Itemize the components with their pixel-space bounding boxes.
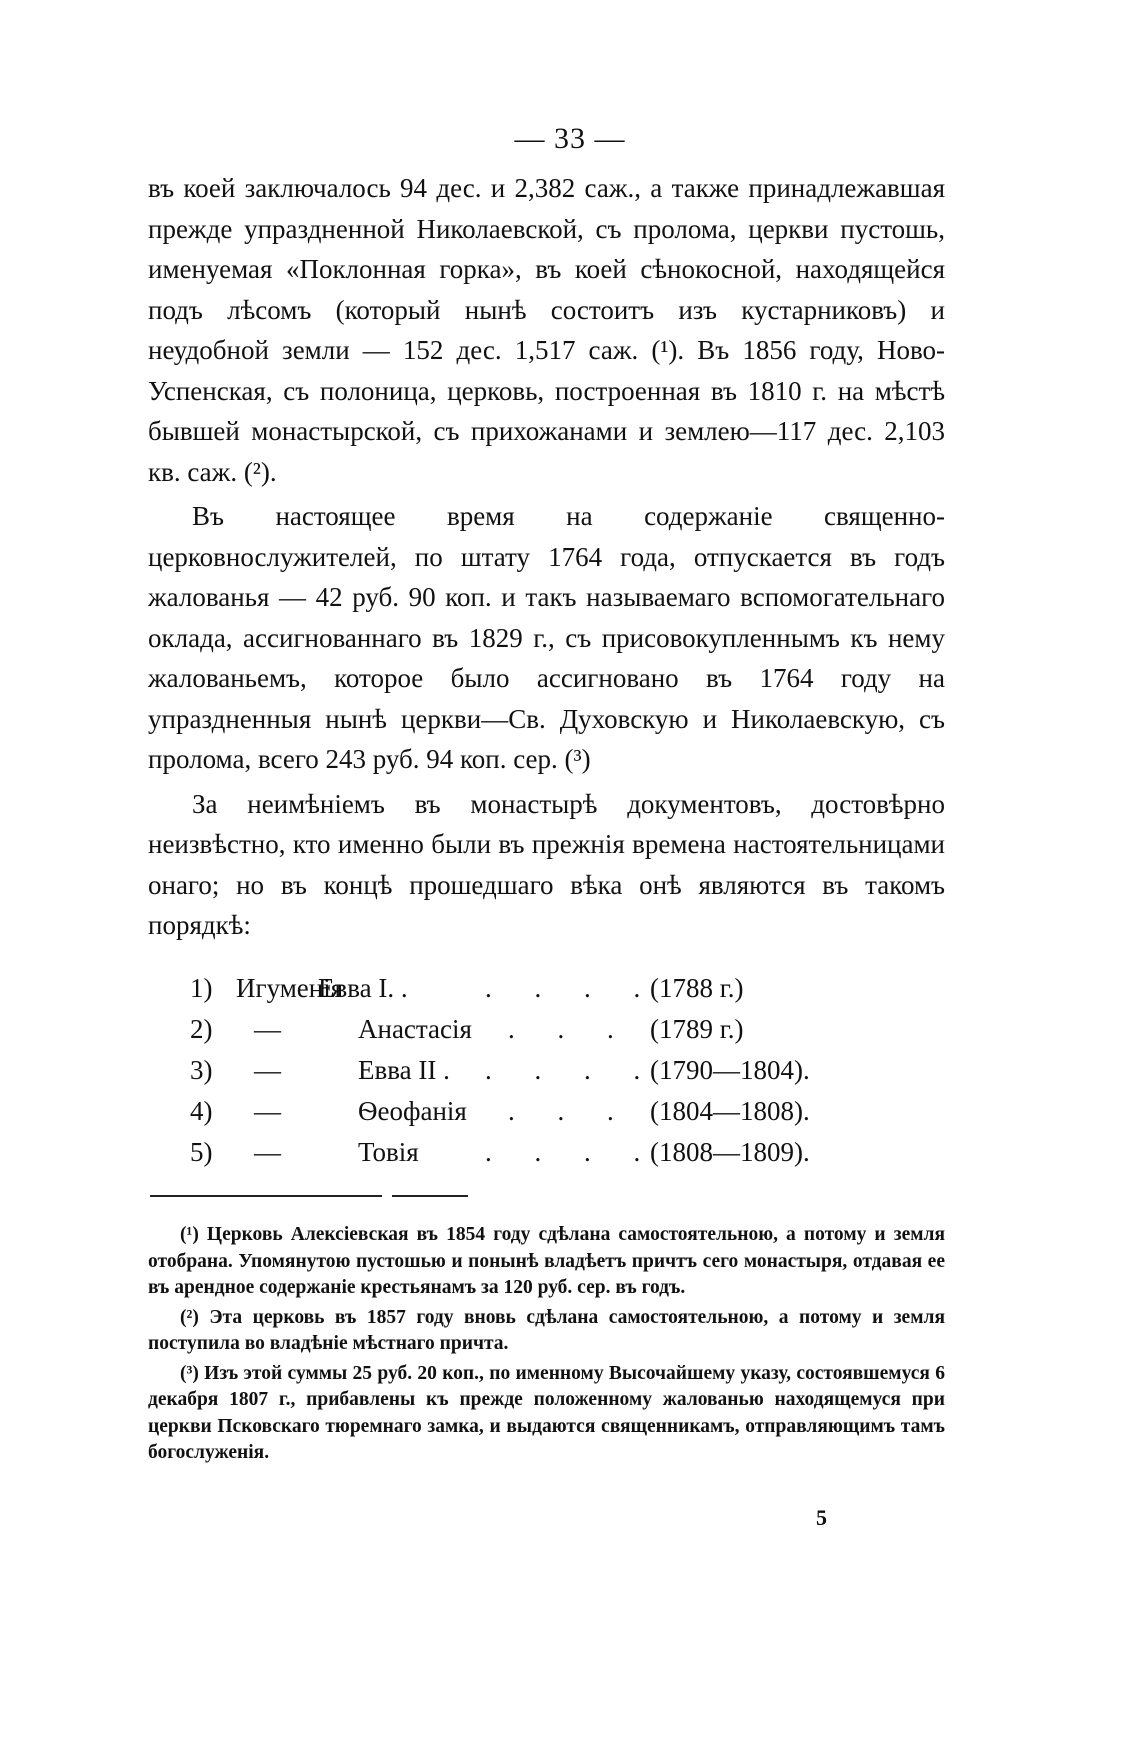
paragraph-1: въ коей заключалось 94 дес. и 2,382 саж., а также принадлежавшая прежде упраздненной Николаевской, съ пролома, церкви пустошь, именуемая «Поклонная горка», въ коей сѣнокосной, находящейся подъ лѣсомъ (который нынѣ состоитъ изъ кустарниковъ) и неудобной земли — 152 дес. 1,517 саж. (¹). Въ 1856 году, Ново-Успенская, съ полоница, церковь, построенная въ 1810 г. на мѣстѣ бывшей монастырской, съ прихожанами и землею—117 дес. 2,103 кв. саж. (²). [148,173,945,487]
list-item [190,1091,870,1132]
footnote-1: (¹) Церковь Алексіевская въ 1854 году сдѣлана самостоятельною, а потому и земля отобрана. Упомянутою пустошью и понынѣ владѣетъ причтъ сего монастыря, отдавая ее въ арендное содержаніе крестьянамъ за 120 руб. сер. въ годъ. [148,1224,945,1298]
list-item [190,1132,870,1173]
body-text [148,168,945,946]
list-item-name: Товія [358,1137,419,1167]
list-item-number: 4) [190,1096,213,1126]
list-item-number: 2) [190,1014,213,1044]
footnote-2: (²) Эта церковь въ 1857 году вновь сдѣлана самостоятельною, а потому и земля поступила во владѣніе мѣстнаго причта. [148,1306,945,1354]
abbess-list [190,968,870,1173]
list-item-leader: . . . . [485,1055,659,1085]
footnote-separator-short [392,1195,468,1197]
list-item [190,968,870,1009]
list-item-name: Ѳеофанія [358,1096,467,1126]
list-item-years: (1804—1808). [650,1096,810,1126]
list-item-title: Игуменія [236,973,344,1003]
list-item-years: (1789 г.) [650,1014,744,1044]
list-item-years: (1808—1809). [650,1137,810,1167]
paragraph-3: За неимѣніемъ въ монастырѣ документовъ, достовѣрно неизвѣстно, кто именно были въ прежнія времена настоятельницами онаго; но въ концѣ прошедшаго вѣка онѣ являются въ такомъ порядкѣ: [148,788,945,940]
footnote-separator [150,1195,382,1197]
list-item-number: 1) [190,973,213,1003]
list-item-leader: . . . [508,1014,632,1044]
list-item-dash: — [254,1014,281,1044]
list-item [190,1009,870,1050]
list-item-name: Евва II . [358,1055,450,1085]
paragraph-2: Въ настоящее время на содержаніе священно-церковнослужителей, по штату 1764 года, отпускается въ годъ жалованья — 42 руб. 90 коп. и такъ называемаго вспомогательнаго оклада, ассигнованнаго въ 1829 г., съ присовокупленнымъ къ нему жалованьемъ, которое было ассигновано въ 1764 году на упраздненныя нынѣ церкви—Св. Духовскую и Николаевскую, съ пролома, всего 243 руб. 94 коп. сер. (³) [148,501,945,774]
list-item-years: (1788 г.) [650,973,744,1003]
page-number: — 33 — [514,122,626,155]
footnote-3: (³) Изъ этой суммы 25 руб. 20 коп., по именному Высочайшему указу, состоявшемуся 6 декабря 1807 г., прибавлены къ прежде положенному жалованью находящемуся при церкви Псковскаго тюремнаго замка, и выдаются священникамъ, отправляющимъ тамъ богослуженія. [148,1362,945,1463]
list-item-number: 5) [190,1137,213,1167]
list-item-leader: . . . . [485,973,659,1003]
list-item-leader: . . . . [485,1137,659,1167]
list-item-dash: — [254,1096,281,1126]
list-item-dash: — [254,1137,281,1167]
list-item-number: 3) [190,1055,213,1085]
list-item-name: Анастасія [358,1014,472,1044]
list-item-leader: . . . [508,1096,632,1126]
signature-mark: 5 [816,1505,827,1530]
list-item-years: (1790—1804). [650,1055,810,1085]
list-item-dash: — [254,1055,281,1085]
list-item-name: Евва I. . [318,973,408,1003]
footnotes [148,1222,945,1470]
list-item [190,1050,870,1091]
